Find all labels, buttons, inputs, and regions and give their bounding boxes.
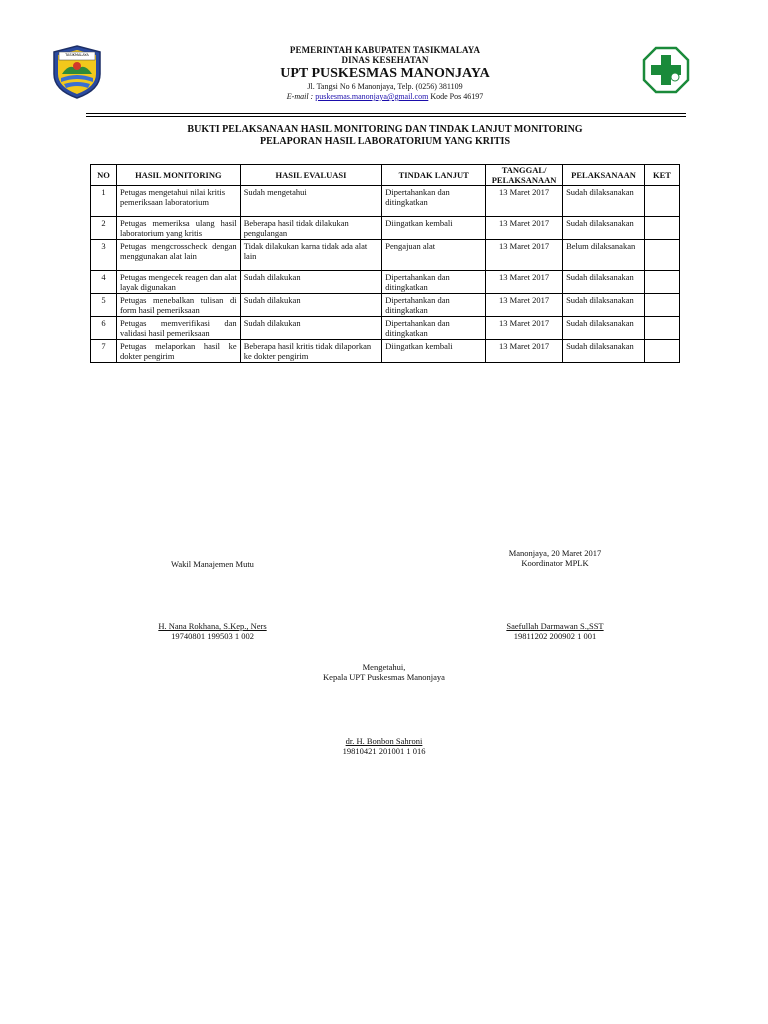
header-no: NO	[91, 165, 117, 186]
department-line: DINAS KESEHATAN	[341, 55, 429, 65]
monitoring-table	[90, 164, 680, 363]
acknowledgement-block	[284, 662, 484, 682]
cell-evaluasi: Sudah dilakukan	[240, 271, 382, 294]
cell-tindak-lanjut: Diingatkan kembali	[382, 217, 486, 240]
table-row	[91, 271, 680, 294]
cell-tindak-lanjut: Dipertahankan dan ditingkatkan	[382, 271, 486, 294]
document-title	[90, 124, 680, 148]
left-signer-nip: 19740801 199503 1 002	[171, 631, 254, 641]
cell-tindak-lanjut: Pengajuan alat	[382, 240, 486, 271]
cell-ket	[645, 271, 680, 294]
cell-tindak-lanjut: Dipertahankan dan ditingkatkan	[382, 186, 486, 217]
cell-tanggal: 13 Maret 2017	[486, 294, 563, 317]
left-role: Wakil Manajemen Mutu	[171, 559, 254, 569]
cell-pelaksanaan: Sudah dilaksanakan	[563, 294, 645, 317]
left-signature-block	[130, 621, 295, 641]
puskesmas-logo	[642, 46, 690, 94]
right-signature-heading	[480, 548, 630, 568]
acknowledged-label: Mengetahui,	[362, 662, 406, 672]
email-label: E-mail :	[286, 92, 314, 101]
email-link[interactable]: puskesmas.manonjaya@gmail.com	[315, 92, 429, 101]
contact-line	[180, 92, 590, 102]
cell-tanggal: 13 Maret 2017	[486, 240, 563, 271]
cell-tanggal: 13 Maret 2017	[486, 217, 563, 240]
header-hasil-monitoring: HASIL MONITORING	[116, 165, 240, 186]
table-row	[91, 217, 680, 240]
postal-code: Kode Pos 46197	[430, 92, 484, 101]
cell-evaluasi: Sudah dilakukan	[240, 294, 382, 317]
header-pelaksanaan: PELAKSANAAN	[563, 165, 645, 186]
cell-pelaksanaan: Sudah dilaksanakan	[563, 217, 645, 240]
cell-tanggal: 13 Maret 2017	[486, 186, 563, 217]
logo-caption: TASIKMALAYA	[65, 53, 89, 57]
cell-pelaksanaan: Sudah dilaksanakan	[563, 340, 645, 363]
cell-ket	[645, 186, 680, 217]
right-signer-name: Saefullah Darmawan S.,SST	[506, 621, 604, 631]
cell-ket	[645, 294, 680, 317]
cell-no: 1	[91, 186, 117, 217]
header-tindak-lanjut: TINDAK LANJUT	[382, 165, 486, 186]
cell-pelaksanaan: Sudah dilaksanakan	[563, 186, 645, 217]
header-divider-top	[86, 113, 686, 114]
cell-no: 4	[91, 271, 117, 294]
header-tanggal: TANGGAL/ PELAKSANAAN	[486, 165, 563, 186]
table-row	[91, 186, 680, 217]
cell-ket	[645, 240, 680, 271]
header-hasil-evaluasi: HASIL EVALUASI	[240, 165, 382, 186]
right-signer-nip: 19811202 200902 1 001	[513, 631, 597, 641]
left-signer-name: H. Nana Rokhana, S.Kep., Ners	[158, 621, 267, 631]
table-row	[91, 294, 680, 317]
cell-evaluasi: Sudah mengetahui	[240, 186, 382, 217]
cell-evaluasi: Sudah dilakukan	[240, 317, 382, 340]
title-line-2: PELAPORAN HASIL LABORATORIUM YANG KRITIS	[259, 136, 511, 147]
right-role: Koordinator MPLK	[521, 558, 589, 568]
table-row	[91, 317, 680, 340]
cell-tindak-lanjut: Diingatkan kembali	[382, 340, 486, 363]
head-role: Kepala UPT Puskesmas Manonjaya	[323, 672, 445, 682]
address-line: Jl. Tangsi No 6 Manonjaya, Telp. (0256) 381109	[307, 82, 463, 91]
cell-monitoring: Petugas mengecek reagen dan alat layak digunakan	[116, 271, 240, 294]
cell-ket	[645, 340, 680, 363]
cell-no: 5	[91, 294, 117, 317]
table-row	[91, 240, 680, 271]
institution-name: UPT PUSKESMAS MANONJAYA	[280, 66, 490, 81]
cell-tanggal: 13 Maret 2017	[486, 271, 563, 294]
cell-ket	[645, 217, 680, 240]
head-signer-nip: 19810421 201001 1 016	[342, 746, 426, 756]
cell-tanggal: 13 Maret 2017	[486, 340, 563, 363]
cell-no: 7	[91, 340, 117, 363]
cell-tanggal: 13 Maret 2017	[486, 317, 563, 340]
cell-ket	[645, 317, 680, 340]
cell-monitoring: Petugas mengetahui nilai kritis pemeriksaan laboratorium	[116, 186, 240, 217]
header-divider-bottom	[86, 116, 686, 117]
header-ket: KET	[645, 165, 680, 186]
cell-monitoring: Petugas melaporkan hasil ke dokter pengirim	[116, 340, 240, 363]
cell-evaluasi: Tidak dilakukan karna tidak ada alat lain	[240, 240, 382, 271]
place-date: Manonjaya, 20 Maret 2017	[508, 548, 602, 558]
cell-monitoring: Petugas memeriksa ulang hasil laboratorium yang kritis	[116, 217, 240, 240]
cell-monitoring: Petugas mengcrosscheck dengan menggunakan alat lain	[116, 240, 240, 271]
cell-evaluasi: Beberapa hasil kritis tidak dilaporkan ke dokter pengirim	[240, 340, 382, 363]
cell-no: 6	[91, 317, 117, 340]
tasikmalaya-crest-logo	[50, 44, 104, 100]
cell-monitoring: Petugas memverifikasi dan validasi hasil pemeriksaan	[116, 317, 240, 340]
letterhead	[180, 45, 590, 102]
table-row	[91, 340, 680, 363]
title-line-1: BUKTI PELAKSANAAN HASIL MONITORING DAN TINDAK LANJUT MONITORING	[187, 124, 583, 135]
government-line: PEMERINTAH KABUPATEN TASIKMALAYA	[289, 45, 481, 55]
cell-pelaksanaan: Sudah dilaksanakan	[563, 317, 645, 340]
cell-no: 2	[91, 217, 117, 240]
cell-tindak-lanjut: Dipertahankan dan ditingkatkan	[382, 317, 486, 340]
head-signature-block	[284, 736, 484, 756]
right-signature-block	[475, 621, 635, 641]
cell-tindak-lanjut: Dipertahankan dan ditingkatkan	[382, 294, 486, 317]
table-header-row	[91, 165, 680, 186]
cell-pelaksanaan: Belum dilaksanakan	[563, 240, 645, 271]
cell-no: 3	[91, 240, 117, 271]
cell-pelaksanaan: Sudah dilaksanakan	[563, 271, 645, 294]
head-signer-name: dr. H. Bonbon Sahroni	[345, 736, 423, 746]
cell-evaluasi: Beberapa hasil tidak dilakukan pengulangan	[240, 217, 382, 240]
cell-monitoring: Petugas menebalkan tulisan di form hasil pemeriksaan	[116, 294, 240, 317]
